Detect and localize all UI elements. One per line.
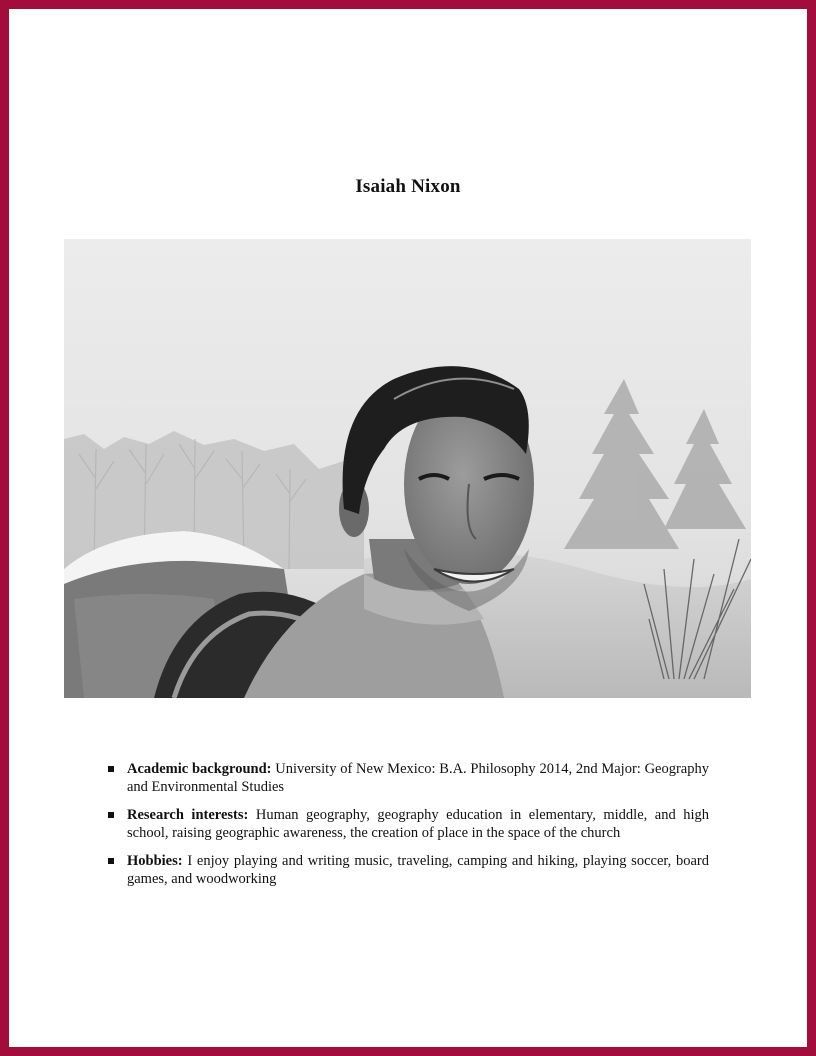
square-bullet-icon: [108, 858, 114, 864]
bio-text: Human geography, geography education in elementary, middle, and high school, raising geographic awareness, the creation of place in the space of the church: [127, 807, 709, 841]
bio-item-academic: [107, 761, 709, 796]
square-bullet-icon: [108, 766, 114, 772]
profile-photo: [64, 239, 751, 698]
bio-text: I enjoy playing and writing music, traveling, camping and hiking, playing soccer, board games, and woodworking: [127, 853, 710, 887]
bio-label: Hobbies:: [127, 853, 188, 869]
square-bullet-icon: [108, 812, 114, 818]
bio-text: University of New Mexico: B.A. Philosophy 2014, 2nd Major: Geography and Environmental Studies: [127, 761, 709, 795]
bio-list: [107, 761, 709, 899]
bio-item-research: [107, 807, 709, 842]
profile-name: Isaiah Nixon: [355, 176, 461, 197]
bio-label: Academic background:: [127, 761, 276, 777]
bio-label: Research interests:: [127, 807, 256, 823]
bio-item-hobbies: [107, 853, 709, 888]
